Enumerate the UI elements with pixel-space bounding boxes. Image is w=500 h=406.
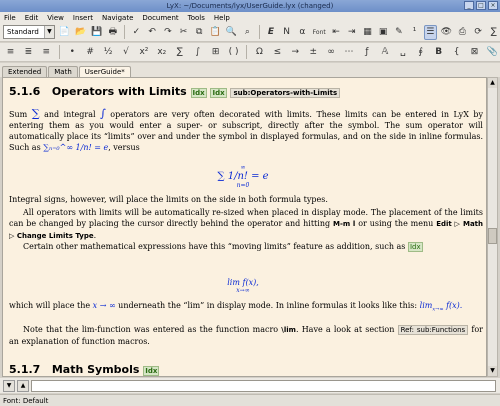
chevron-down-icon: ▼ (44, 26, 54, 38)
superscript-icon[interactable]: x² (139, 47, 149, 57)
depth-increase-icon[interactable]: ⇥ (347, 27, 356, 37)
redo-icon[interactable]: ↷ (164, 27, 172, 37)
depth-decrease-icon[interactable]: ⇤ (332, 27, 340, 37)
list-number-icon[interactable]: # (86, 47, 94, 57)
note-icon[interactable]: ✎ (395, 27, 403, 37)
menu-file[interactable]: File (4, 13, 16, 22)
close-icon[interactable]: × (488, 1, 498, 10)
table-icon[interactable]: ▦ (363, 27, 372, 37)
fraction-icon[interactable]: ½ (103, 47, 113, 57)
chevron-up-icon[interactable]: ▲ (17, 380, 29, 392)
paragraph-6: Note that the lim-function was entered as the function macro \lim. Have a look at section Ref: sub:Functions for an explanation of function macros. (9, 325, 483, 346)
view-pdf-icon[interactable]: ⎙ (458, 27, 466, 37)
ams-icon[interactable]: ∮ (418, 47, 424, 57)
menu-tools[interactable]: Tools (187, 13, 205, 22)
cut-icon[interactable]: ✂ (179, 27, 188, 37)
toolbar-separator (259, 25, 260, 39)
toolbar-separator (246, 45, 247, 59)
menu-navigate[interactable]: Navigate (101, 13, 134, 22)
style-icon[interactable]: 𝔸 (381, 47, 389, 57)
relation-icon[interactable]: ≤ (273, 47, 282, 57)
find-replace-icon[interactable]: ⌕ (244, 27, 250, 37)
paragraph-2: Integral signs, however, will place the limits on the side in both formula types. (9, 195, 328, 204)
align-left-icon[interactable]: ≡ (6, 47, 15, 57)
index-inset[interactable]: Idx (145, 367, 158, 375)
operator-icon[interactable]: ± (309, 47, 317, 57)
tab-math[interactable]: Math (48, 66, 78, 77)
greek-icon[interactable]: Ω (256, 47, 263, 57)
noun-icon[interactable]: N (283, 27, 290, 37)
main-toolbar (0, 23, 500, 42)
open-folder-icon[interactable]: 📂 (75, 27, 87, 37)
index-inset[interactable]: Idx (192, 89, 205, 97)
paragraph-3: All operators with limits will be automatically re-sized when placed in display mode. The placement of the limits can be changed by placing the cursor directly behind the operator and hitting M-m l or using the menu Edit ▷ Math ▷ Change Limits Type. (9, 208, 484, 240)
sqrt-icon[interactable]: √ (123, 47, 129, 57)
minimize-icon[interactable]: _ (464, 1, 474, 10)
menu-document[interactable]: Document (142, 13, 179, 22)
menu-edit[interactable]: Edit (24, 13, 39, 22)
layout-combo[interactable]: Standard ▼ (3, 25, 55, 39)
toc-icon[interactable]: ☰ (424, 25, 437, 40)
section-heading: 5.1.7 Math Symbols Idx (9, 363, 158, 376)
dots-icon[interactable]: ⋯ (344, 47, 354, 57)
index-inset[interactable]: Idx (409, 243, 421, 251)
chevron-down-icon[interactable]: ▼ (3, 380, 15, 392)
cases-icon[interactable]: { (453, 47, 460, 57)
paragraph-4: Certain other mathematical expressions have this “moving limits” feature as addition, such as Idx (23, 242, 421, 251)
paragraph-1: Sum ∑ and integral ∫ operators are very often decorated with limits. These limits can be entered in LyX by entering them as you would enter a super- or subscript, directly after the symbol. The sum operator will automatically place its “limits” over and under the symbol in displayed formulas, and on the side in inline formulas. Such as ∑ₙ₌₀^∞ 1/n! = e, versus (9, 107, 484, 152)
menu-insert[interactable]: Insert (72, 13, 93, 22)
copy-icon[interactable]: ⧉ (196, 27, 203, 37)
update-icon[interactable]: ⟳ (474, 27, 482, 37)
display-lim-formula[interactable]: lim f(x), x→∞ (227, 278, 259, 294)
integral-icon[interactable]: ∫ (195, 47, 201, 57)
tab-extended[interactable]: Extended (2, 66, 47, 77)
status-bar (0, 394, 500, 406)
scroll-up-icon[interactable]: ▲ (488, 78, 497, 88)
status-text: Font: Default (3, 397, 49, 405)
tab-userguide[interactable]: UserGuide* (79, 66, 131, 77)
vertical-scrollbar[interactable] (487, 77, 498, 377)
command-input[interactable] (31, 380, 496, 392)
inline-sum-formula[interactable]: ∑ₙ₌₀^∞ 1/n! = e (43, 143, 109, 152)
math-panel-icon[interactable]: ∑ (490, 27, 497, 37)
subscript-icon[interactable]: x₂ (157, 47, 167, 57)
align-right-icon[interactable]: ≡ (42, 47, 51, 57)
menubar (0, 12, 500, 23)
align-center-icon[interactable]: ≣ (24, 47, 33, 57)
paragraph-5: which will place the x → ∞ underneath the “lim” in display mode. In inline formulas it looks like this: $\lim_{x\to\infty} f(x)$. (9, 301, 463, 313)
spacing-icon[interactable]: ␣ (399, 47, 406, 57)
window-title: LyX: ~/Documents/lyx/UserGuide.lyx (changed) (166, 2, 334, 10)
spellcheck-icon[interactable]: ✓ (132, 27, 141, 37)
undo-icon[interactable]: ↶ (148, 27, 156, 37)
math-mode-icon[interactable]: α (299, 27, 306, 37)
list-bullet-icon[interactable]: • (69, 47, 75, 57)
toolbar-separator (124, 25, 125, 39)
new-document-icon[interactable]: 📄 (58, 27, 71, 37)
keyboard-shortcut: M-m l (332, 220, 356, 228)
view-dvi-icon[interactable]: 👁 (440, 27, 453, 37)
menu-view[interactable]: View (47, 13, 64, 22)
boldsymbol-icon[interactable]: B (435, 47, 443, 57)
menu-help[interactable]: Help (213, 13, 230, 22)
menu-path: Edit ▷ Math ▷ Change Limits Type (9, 220, 484, 240)
find-icon[interactable]: 🔍 (225, 27, 238, 37)
scrollbar-thumb[interactable] (488, 228, 497, 244)
footnote-icon[interactable]: ¹ (412, 27, 417, 37)
display-sum-formula[interactable]: ∞ ∑ 1/n! = e n=0 (217, 164, 269, 189)
integral-symbol[interactable]: ∫ (100, 107, 106, 120)
paperclip-icon[interactable]: 📎 (486, 47, 499, 57)
window-titlebar (0, 0, 500, 12)
misc-icon[interactable]: ∞ (327, 47, 335, 57)
document-tabs (0, 63, 500, 77)
figure-icon[interactable]: ▣ (378, 27, 388, 37)
toolbar-separator (59, 45, 60, 59)
matrix-icon[interactable]: ⊞ (211, 47, 220, 57)
print-icon[interactable]: 🖶 (108, 27, 118, 37)
scroll-down-icon[interactable]: ▼ (488, 366, 497, 376)
close-panel-icon[interactable]: ⊠ (470, 47, 479, 57)
label-inset[interactable]: sub:Operators-with-Limits (230, 88, 340, 98)
reference-inset[interactable]: Ref: sub:Functions (398, 325, 469, 335)
functions-icon[interactable]: ƒ (365, 47, 369, 57)
index-inset[interactable]: Idx (212, 89, 225, 97)
sum-symbol[interactable]: ∑ (31, 107, 40, 120)
sum-icon[interactable]: ∑ (176, 47, 183, 57)
minibuffer-bar (0, 378, 500, 393)
maximize-icon[interactable]: □ (476, 1, 486, 10)
paste-icon[interactable]: 📋 (209, 27, 221, 37)
secondary-toolbar (0, 43, 500, 62)
arrow-icon[interactable]: → (291, 47, 300, 57)
emphasis-icon[interactable]: E (267, 27, 274, 37)
section-heading: 5.1.6 Operators with Limits Idx Idx sub:Operators-with-Limits (9, 86, 340, 99)
document-editor[interactable] (2, 77, 487, 377)
save-icon[interactable]: 💾 (91, 27, 103, 37)
delimiter-icon[interactable]: ( ) (228, 47, 239, 57)
font-icon[interactable]: Font (312, 28, 326, 36)
